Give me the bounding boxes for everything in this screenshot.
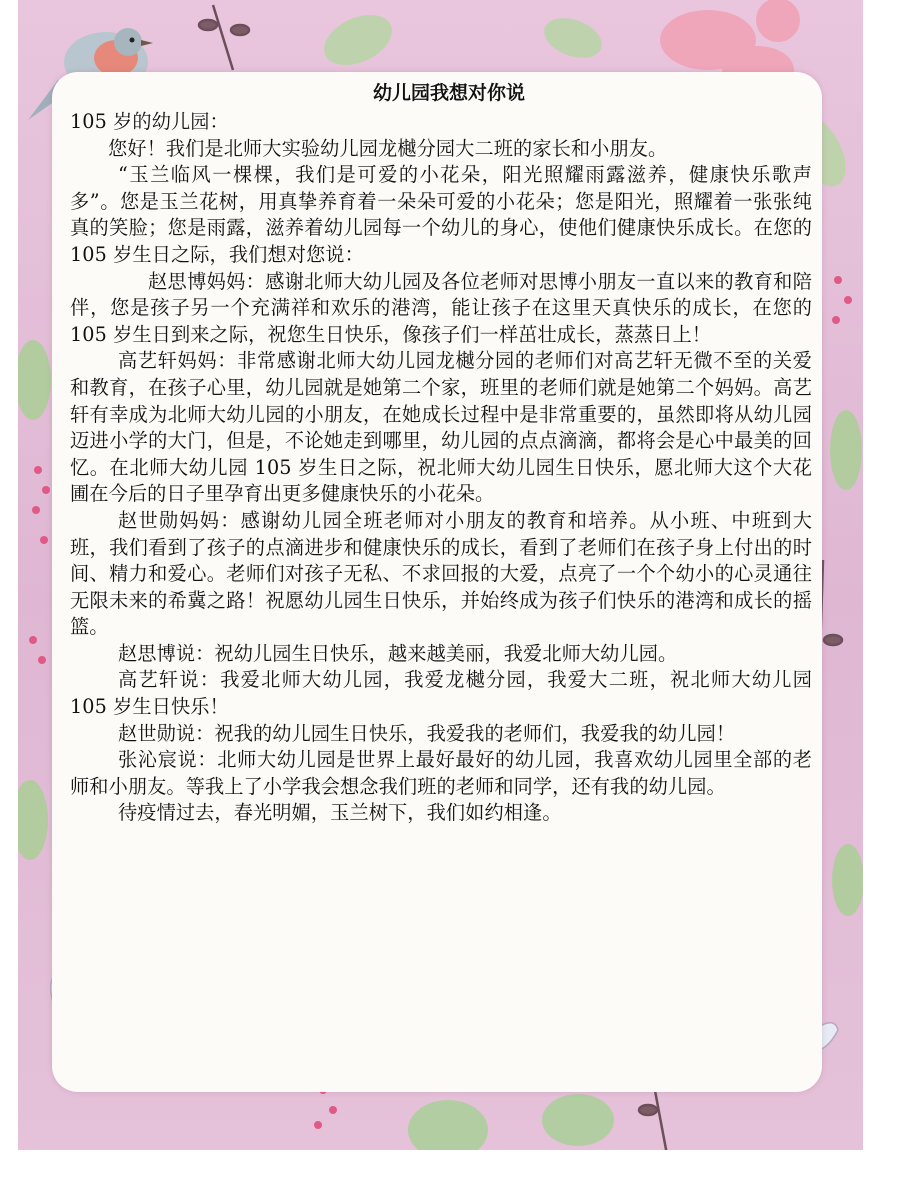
message-zhao-sibo: 赵思博说：祝幼儿园生日快乐，越来越美丽，我爱北师大幼儿园。 (118, 641, 678, 665)
message-zhao-sibo-mother: 赵思博妈妈：感谢北师大幼儿园及各位老师对思博小朋友一直以来的教育和陪伴，您是孩子另一个充满祥和欢乐的港湾，能让孩子在这里天真快乐的成长，在您的 105 岁生日到来之际，祝您生日快乐，像孩子们一样茁壮成长，蒸蒸日上！ (70, 269, 812, 346)
message-zhao-shixun-mother: 赵世勋妈妈：感谢幼儿园全班老师对小朋友的教育和培养。从小班、中班到大班，我们看到了孩子的点滴进步和健康快乐的成长，看到了老师们在孩子身上付出的时间、精力和爱心。老师们对孩子无私、不求回报的大爱，点亮了一个个幼小的心灵通往无限未来的希冀之路！祝愿幼儿园生日快乐，并始终成为孩子们快乐的港湾和成长的摇篮。 (70, 508, 812, 639)
letter-body (70, 109, 812, 827)
greeting-paragraph: 您好！我们是北师大实验幼儿园龙樾分园大二班的家长和小朋友。 (108, 136, 668, 160)
closing-paragraph: 待疫情过去，春光明媚，玉兰树下，我们如约相逢。 (118, 801, 562, 825)
document-title: 幼儿园我想对你说 (372, 82, 525, 104)
message-zhang-qinchen: 张沁宸说：北师大幼儿园是世界上最好最好的幼儿园，我喜欢幼儿园里全部的老师和小朋友。等我上了小学我会想念我们班的老师和同学，还有我的幼儿园。 (70, 748, 812, 798)
message-gao-yixuan: 高艺轩说：我爱北师大幼儿园，我爱龙樾分园，我爱大二班，祝北师大幼儿园 105 岁生日快乐！ (70, 668, 812, 719)
intro-paragraph: “玉兰临风一棵棵，我们是可爱的小花朵，阳光照耀雨露滋养，健康快乐歌声多”。您是玉兰花树，用真挚养育着一朵朵可爱的小花朵；您是阳光，照耀着一张张纯真的笑脸；您是雨露，滋养着幼儿园每一个幼儿的身心，使他们健康快乐成长。在您的 105 岁生日之际，我们想对您说： (70, 163, 812, 266)
bottom-margin (0, 1150, 898, 1199)
salutation: 105 岁的幼儿园： (70, 110, 229, 133)
message-gao-yixuan-mother: 高艺轩妈妈：非常感谢北师大幼儿园龙樾分园的老师们对高艺轩无微不至的关爱和教育，在孩子心里，幼儿园就是她第二个家，班里的老师们就是她第二个妈妈。高艺轩有幸成为北师大幼儿园的小朋友，在她成长过程中是非常重要的，虽然即将从幼儿园迈进小学的大门，但是，不论她走到哪里，幼儿园的点点滴滴，都将会是心中最美的回忆。在北师大幼儿园 105 岁生日之际，祝北师大幼儿园生日快乐，愿北师大这个大花圃在今后的日子里孕育出更多健康快乐的小花朵。 (70, 349, 812, 506)
message-zhao-shixun: 赵世勋说：祝我的幼儿园生日快乐，我爱我的老师们，我爱我的幼儿园！ (118, 721, 736, 745)
